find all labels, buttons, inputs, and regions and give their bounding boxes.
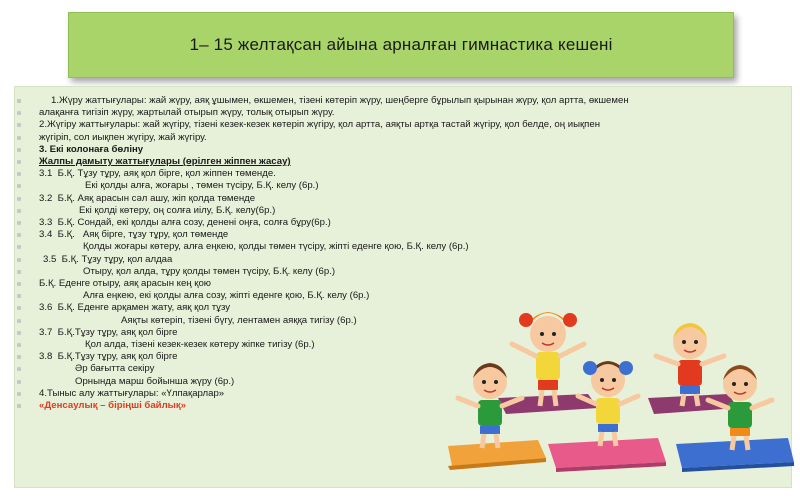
text-line xyxy=(15,180,791,192)
text-line xyxy=(15,217,791,229)
bullet-marker xyxy=(17,221,21,225)
line-text: Қолды жоғары көтеру, алға еңкею, қолды төмен түсіру, жіпті еденге қою, Б.Қ. келу (6р.) xyxy=(83,241,469,253)
line-text: 3.1 Б.Қ. Тұзу тұру, аяқ қол бірге, қол жіппен төменде. xyxy=(39,168,276,180)
bullet-marker xyxy=(17,331,21,335)
text-line xyxy=(15,132,791,144)
bullet-marker xyxy=(17,197,21,201)
line-text: 1.Жүру жаттығулары: жай жүру, аяқ ұшымен, өкшемен, тізені көтеріп жүру, шеңберге бұрылып қырынан жүру, қол артта, өкшемен xyxy=(51,95,629,106)
text-line xyxy=(15,254,791,266)
bullet-marker xyxy=(17,233,21,237)
line-text: Орнында марш бойынша жүру (6р.) xyxy=(75,375,235,387)
text-line xyxy=(15,156,791,168)
bullet-marker xyxy=(17,245,21,249)
text-line xyxy=(15,193,791,205)
line-text: 3.6 Б.Қ. Еденге арқамен жату, аяқ қол тұзу xyxy=(39,302,231,314)
line-text: 3.8 Б.Қ.Тұзу тұру, аяқ қол бірге xyxy=(39,351,178,363)
line-text: Екі қолды алға, жоғары , төмен түсіру, Б.Қ. келу (6р.) xyxy=(85,180,319,192)
text-line xyxy=(15,95,791,107)
bullet-marker xyxy=(17,209,21,213)
line-text: Аяқты көтеріп, тізені бүгу, лентамен аяққа тигізу (6р.) xyxy=(121,314,357,326)
slide-title: 1– 15 желтақсан айына арналған гимнастика кешені xyxy=(189,35,613,54)
bullet-marker xyxy=(17,343,21,347)
line-text: Отыру, қол алда, тұру қолды төмен түсіру, Б.Қ. келу (6р.) xyxy=(83,265,336,277)
bullet-marker xyxy=(17,136,21,140)
line-text: 4.Тыныс алу жаттығулары: «Үлпақарлар» xyxy=(39,387,225,399)
bullet-marker xyxy=(17,184,21,188)
children-exercising-illustration xyxy=(428,286,800,486)
bullet-marker xyxy=(17,380,21,384)
line-text: алақанға тигізіп жүру, жартылай отырып жүру, толық отырып жүру. xyxy=(39,107,335,119)
bullet-marker xyxy=(17,123,21,127)
bullet-marker xyxy=(17,282,21,286)
line-text: Б.Қ. Еденге отыру, аяқ арасын кең қою xyxy=(39,278,211,290)
text-line xyxy=(15,241,791,253)
bullet-marker xyxy=(17,160,21,164)
text-line xyxy=(15,144,791,156)
text-line xyxy=(15,205,791,217)
bullet-marker xyxy=(17,319,21,323)
line-text: 3.2 Б.Қ. Аяқ арасын сәл ашу, жіп қолда төменде xyxy=(39,192,256,204)
line-text: 3.4 Б.Қ. Аяқ бірге, тұзу тұру, қол төменде xyxy=(39,229,229,241)
bullet-marker xyxy=(17,99,21,103)
bullet-marker xyxy=(17,294,21,298)
bullet-marker xyxy=(17,270,21,274)
bullet-marker xyxy=(17,367,21,371)
title-box xyxy=(68,12,734,78)
bullet-marker xyxy=(17,111,21,115)
line-text: 3.3 Б.Қ. Сондай, екі қолды алға созу, денені оңға, солға бұру(6р.) xyxy=(39,217,331,229)
text-line xyxy=(15,229,791,241)
bullet-marker xyxy=(17,355,21,359)
line-text: жүгіріп, сол иықпен жүгіру, жай жүгіру. xyxy=(39,131,207,143)
bullet-marker xyxy=(17,306,21,310)
line-text: 3. Екі колонаға бөліну xyxy=(39,143,144,155)
text-line xyxy=(15,168,791,180)
bullet-marker xyxy=(17,258,21,262)
line-text: Алға еңкею, екі қолды алға созу, жіпті еденге қою, Б.Қ. келу (6р.) xyxy=(83,290,370,302)
bullet-marker xyxy=(17,404,21,408)
line-text: 3.5 Б.Қ. Тұзу тұру, қол алдаа xyxy=(43,253,173,265)
line-text: 2.Жүгіру жаттығулары: жай жүгіру, тізені кезек-кезек көтеріп жүгіру, қол артта, аяқты артқа тастай жүгіру, қол белде, оң иықпен xyxy=(39,119,601,131)
line-text: 3.7 Б.Қ.Тұзу тұру, аяқ қол бірге xyxy=(39,326,178,338)
text-line xyxy=(15,266,791,278)
bullet-marker xyxy=(17,172,21,176)
line-text: Жалпы дамыту жаттығулары (өрілген жіппен жасау) xyxy=(39,156,291,168)
line-text: Қол алда, тізені кезек-кезек көтеру жіпке тигізу (6р.) xyxy=(85,339,315,351)
bullet-marker xyxy=(17,148,21,152)
line-text: «Денсаулық – біріңші байлық» xyxy=(39,400,186,412)
girl-figure xyxy=(512,312,584,406)
bullet-marker xyxy=(17,392,21,396)
text-line xyxy=(15,119,791,131)
line-text: Екі қолді көтеру, оң солға иілу, Б.Қ. келу(6р.) xyxy=(79,204,276,216)
text-line xyxy=(15,107,791,119)
line-text: Әр бағытта секіру xyxy=(75,363,155,375)
boy-figure xyxy=(656,323,724,406)
